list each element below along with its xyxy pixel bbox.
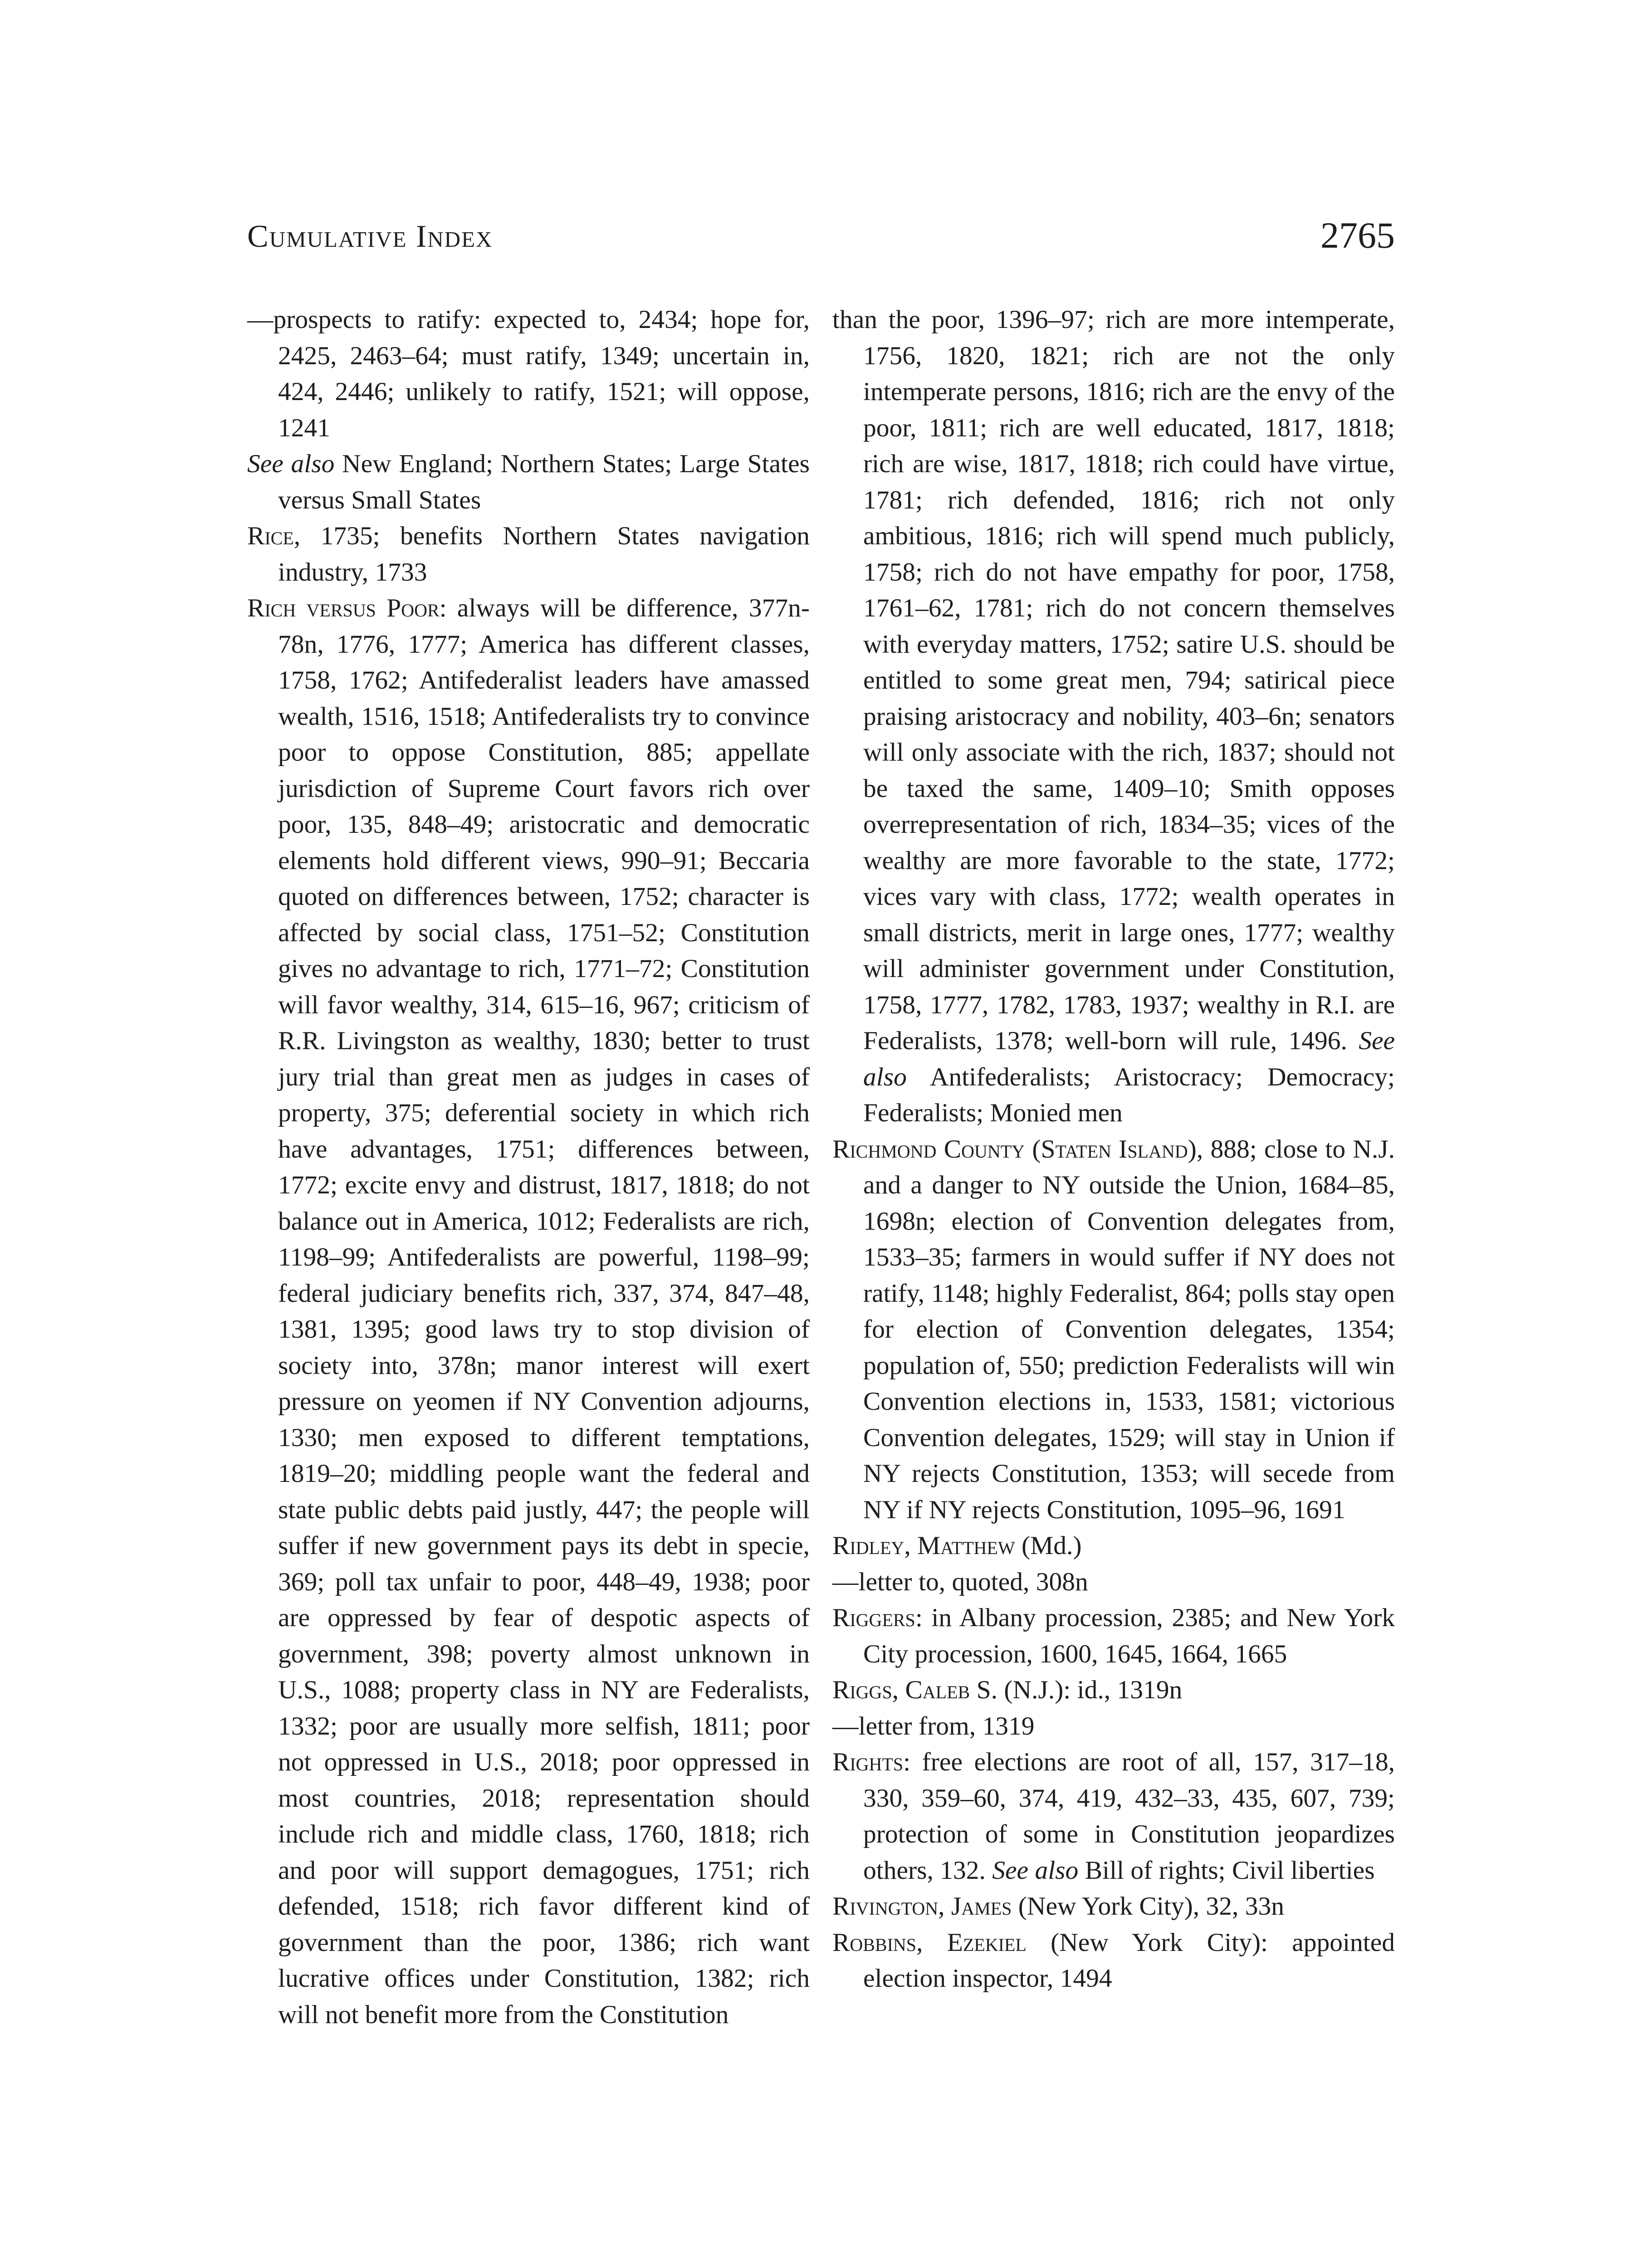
entry-text: Antifederalists; Aristocracy; Democracy; Federalists; Monied men (863, 1062, 1395, 1127)
entry-heading: Rights (832, 1748, 904, 1776)
index-entry (247, 302, 810, 446)
entry-heading: Riggs, Caleb S. (832, 1676, 997, 1704)
entry-text: Bill of rights; Civil liberties (1078, 1856, 1375, 1885)
entry-heading: Robbins, Ezekiel (832, 1928, 1027, 1957)
entry-text: : always will be difference, 377n-78n, 1776, 1777; America has different classes, 1758, 1762; Antifederalist leaders have amassed wealth, 1516, 1518; Antifederalists try to convince poor to oppose Constitution, 885; appellate jurisdiction of Supreme Court favors rich over poor, 135, 848–49; aristocratic and democratic elements hold different views, 990–91; Beccaria quoted on differences between, 1752; character is affected by social class, 1751–52; Constitution gives no advantage to rich, 1771–72; Constitution will favor wealthy, 314, 615–16, 967; criticism of R.R. Livingston as wealthy, 1830; better to trust jury trial than great men as judges in cases of property, 375; deferential society in which rich have advantages, 1751; differences between, 1772; excite envy and distrust, 1817, 1818; do not balance out in America, 1012; Federalists are rich, 1198–99; Antifederalists are powerful, 1198–99; federal judiciary benefits rich, 337, 374, 847–48, 1381, 1395; good laws try to stop division of society into, 378n; manor interest will exert pressure on yeomen if NY Convention adjourns, 1330; men exposed to different temptations, 1819–20; middling people want the federal and state public debts paid justly, 447; the people will suffer if new government pays its debt in specie, 369; poll tax unfair to poor, 448–49, 1938; poor are oppressed by fear of despotic aspects of government, 398; poverty almost unknown in U.S., 1088; property class in NY are Federalists, 1332; poor are usually more selfish, 1811; poor not oppressed in U.S., 2018; poor oppressed in most countries, 2018; representation should include rich and middle class, 1760, 1818; rich and poor will support demagogues, 1751; rich defended, 1518; rich favor different kind of government than the poor, 1386; rich want lucrative offices under Constitution, 1382; rich will not benefit more from the Constitution (278, 594, 810, 2029)
entry-heading: Ridley, Matthew (832, 1531, 1015, 1560)
index-column-left (247, 302, 810, 2033)
entry-text: —letter to, quoted, 308n (832, 1567, 1088, 1596)
index-entry (832, 1672, 1395, 1708)
index-entry (832, 302, 1395, 1131)
entry-text: —letter from, 1319 (832, 1711, 1035, 1740)
page-number: 2765 (1320, 215, 1395, 256)
entry-text: New England; Northern States; Large States versus Small States (278, 450, 810, 514)
entry-text: than the poor, 1396–97; rich are more intemperate, 1756, 1820, 1821; rich are not the only intemperate persons, 1816; rich are the envy of the poor, 1811; rich are well educated, 1817, 1818; rich are wise, 1817, 1818; rich could have virtue, 1781; rich defended, 1816; rich not only ambitious, 1816; rich will spend much publicly, 1758; rich do not have empathy for poor, 1758, 1761–62, 1781; rich do not concern themselves with everyday matters, 1752; satire U.S. should be entitled to some great men, 794; satirical piece praising aristocracy and nobility, 403–6n; senators will only associate with the rich, 1837; should not be taxed the same, 1409–10; Smith opposes overrepresentation of rich, 1834–35; vices of the wealthy are more favorable to the state, 1772; vices vary with class, 1772; wealth operates in small districts, merit in large ones, 1777; wealthy will administer government under Constitution, 1758, 1777, 1782, 1783, 1937; wealthy in R.I. are Federalists, 1378; well-born will rule, 1496. (832, 305, 1395, 1055)
entry-text: (New York City): appointed election inspector, 1494 (863, 1928, 1395, 1993)
page-header (247, 215, 1395, 269)
see-also-label: See also (247, 450, 335, 478)
index-entry (832, 1600, 1395, 1672)
index-entry (247, 518, 810, 590)
index-entry (832, 1708, 1395, 1745)
entry-text: : in Albany procession, 2385; and New York City procession, 1600, 1645, 1664, 1665 (863, 1603, 1395, 1668)
entry-text: : free elections are root of all, 157, 317–18, 330, 359–60, 374, 419, 432–33, 435, 607, 739; protection of some in Constitution jeopardizes others, 132. (863, 1748, 1395, 1885)
entry-text: , 1735; benefits Northern States navigation industry, 1733 (278, 522, 810, 587)
entry-heading: Riggers (832, 1603, 915, 1632)
index-entry (832, 1888, 1395, 1925)
entry-text: (Md.) (1015, 1531, 1082, 1560)
entry-text: (N.J.): id., 1319n (997, 1676, 1183, 1704)
entry-heading: Rivington, James (832, 1892, 1012, 1921)
entry-text: , 888; close to N.J. and a danger to NY outside the Union, 1684–85, 1698n; election of Convention delegates from, 1533–35; farmers in would suffer if NY does not ratify, 1148; highly Federalist, 864; polls stay open for election of Convention delegates, 1354; population of, 550; prediction Federalists will win Convention elections in, 1533, 1581; victorious Convention delegates, 1529; will stay in Union if NY rejects Constitution, 1353; will secede from NY if NY rejects Constitution, 1095–96, 1691 (863, 1134, 1395, 1524)
index-entry (832, 1564, 1395, 1600)
running-head: Cumulative Index (247, 219, 493, 254)
entry-text: (New York City), 32, 33n (1012, 1892, 1284, 1921)
entry-heading: Richmond County (Staten Island) (832, 1134, 1197, 1163)
see-also-label: See also (992, 1856, 1079, 1885)
see-also-label: See also (863, 1026, 1395, 1091)
entry-text: —prospects to ratify: expected to, 2434; hope for, 2425, 2463–64; must ratify, 1349; uncertain in, 424, 2446; unlikely to ratify, 1521; will oppose, 1241 (247, 305, 810, 442)
index-entry (247, 446, 810, 518)
index-entry (832, 1744, 1395, 1888)
index-entry (832, 1925, 1395, 1997)
index-entry (832, 1528, 1395, 1564)
entry-heading: Rich versus Poor (247, 594, 440, 622)
index-entry (832, 1131, 1395, 1528)
index-column-right (832, 302, 1395, 1997)
index-entry (247, 590, 810, 2033)
entry-heading: Rice (247, 522, 294, 550)
